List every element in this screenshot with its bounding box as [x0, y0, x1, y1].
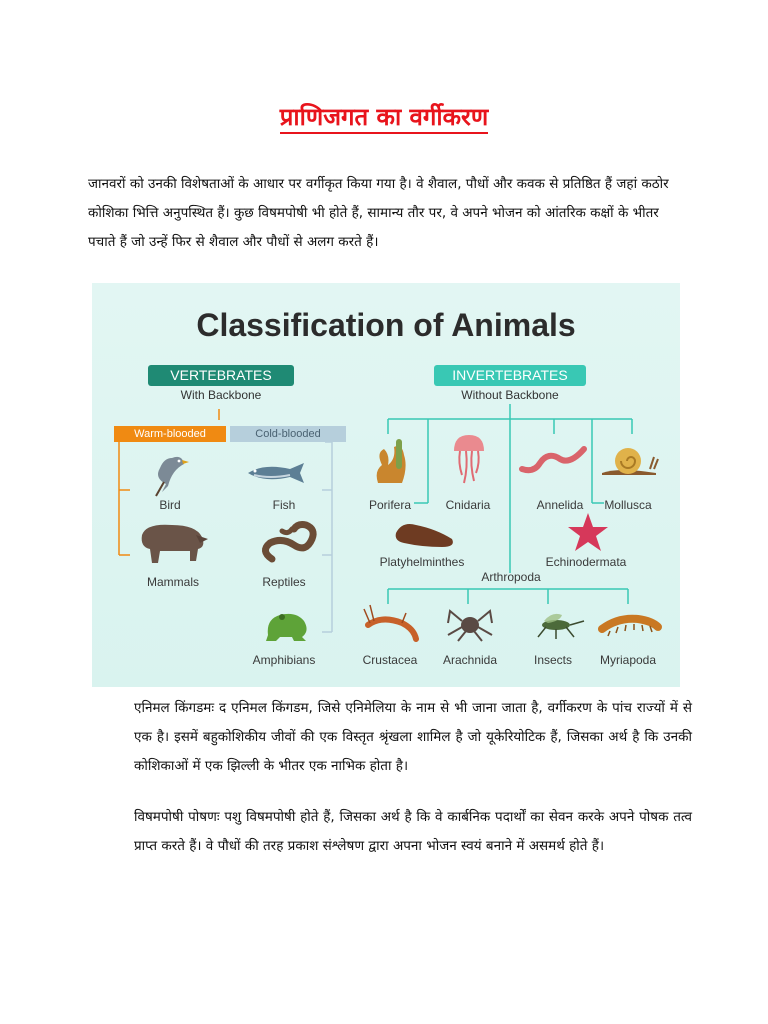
label-crustacea: Crustacea [362, 653, 418, 667]
nutrition-paragraph: विषमपोषी पोषणः पशु विषमपोषी होते हैं, जिसका अर्थ है कि वे कार्बनिक पदार्थों का सेवन करके अपने पोषक तत्व प्राप्त करते हैं। वे पौधों की तरह प्रकाश संश्लेषण द्वारा अपना भोजन स्वयं बनाने में असमर्थ होते हैं। [134, 809, 692, 854]
label-echinodermata: Echinodermata [545, 555, 627, 569]
frog-icon [262, 605, 312, 645]
label-platyhelminthes: Platyhelminthes [379, 555, 465, 569]
label-cnidaria: Cnidaria [445, 498, 491, 512]
invertebrates-sub: Without Backbone [461, 388, 559, 402]
label-insects: Insects [533, 653, 572, 667]
warm-blooded-tag: Warm-blooded [114, 426, 226, 442]
jellyfish-icon [450, 433, 488, 487]
bird-icon [142, 446, 190, 502]
label-myriapoda: Myriapoda [599, 653, 657, 667]
flatworm-icon [392, 517, 458, 553]
figure-title: Classification of Animals [196, 307, 576, 343]
label-mollusca: Mollusca [604, 498, 652, 512]
label-arachnida: Arachnida [442, 653, 498, 667]
cold-blooded-tag: Cold-blooded [230, 426, 346, 442]
snail-icon [598, 443, 662, 477]
label-amphibians: Amphibians [252, 653, 316, 667]
myriapod-icon [598, 611, 662, 637]
label-mammals: Mammals [146, 575, 199, 589]
intro-paragraph: जानवरों को उनकी विशेषताओं के आधार पर वर्गीकृत किया गया है। वे शैवाल, पौधों और कवक से प्रतिष्ठित हैं जहां कठोर कोशिका भित्ति अनुपस्थित हैं। कुछ विषमपोषी भी होते हैं, सामान्य तौर पर, वे अपने भोजन को आंतरिक कक्षों के भीतर पचाते हैं जो उन्हें फिर से शैवाल और पौधों से अलग करते हैं। [88, 176, 669, 250]
page-title: प्राणिजगत का वर्गीकरण [0, 100, 768, 133]
vertebrates-pill: VERTEBRATES [148, 365, 294, 386]
fish-icon [244, 461, 310, 485]
label-porifera: Porifera [368, 498, 412, 512]
vertebrates-sub: With Backbone [180, 388, 262, 402]
boar-icon [136, 517, 210, 565]
porifera-icon [372, 435, 412, 487]
classification-figure [92, 283, 680, 687]
label-annelida: Annelida [536, 498, 584, 512]
label-reptiles: Reptiles [262, 575, 306, 589]
invertebrates-pill: INVERTEBRATES [434, 365, 586, 386]
label-fish: Fish [272, 498, 296, 512]
starfish-icon [566, 511, 610, 555]
label-bird: Bird [159, 498, 181, 512]
snake-icon [258, 519, 318, 565]
label-arthropoda: Arthropoda [481, 570, 541, 584]
shrimp-icon [362, 601, 422, 643]
kingdom-paragraph: एनिमल किंगडमः द एनिमल किंगडम, जिसे एनिमेलिया के नाम से भी जाना जाता है, वर्गीकरण के पांच राज्यों में से एक है। इसमें बहुकोशिकीय जीवों की एक विस्तृत श्रृंखला शामिल है जो यूकेरियोटिक हैं, जिसका अर्थ है कि उनकी कोशिकाओं में एक झिल्ली के भीतर एक नाभिक होता है। [134, 700, 692, 774]
worm-icon [518, 443, 588, 477]
spider-icon [446, 603, 494, 643]
insect-icon [526, 609, 588, 639]
